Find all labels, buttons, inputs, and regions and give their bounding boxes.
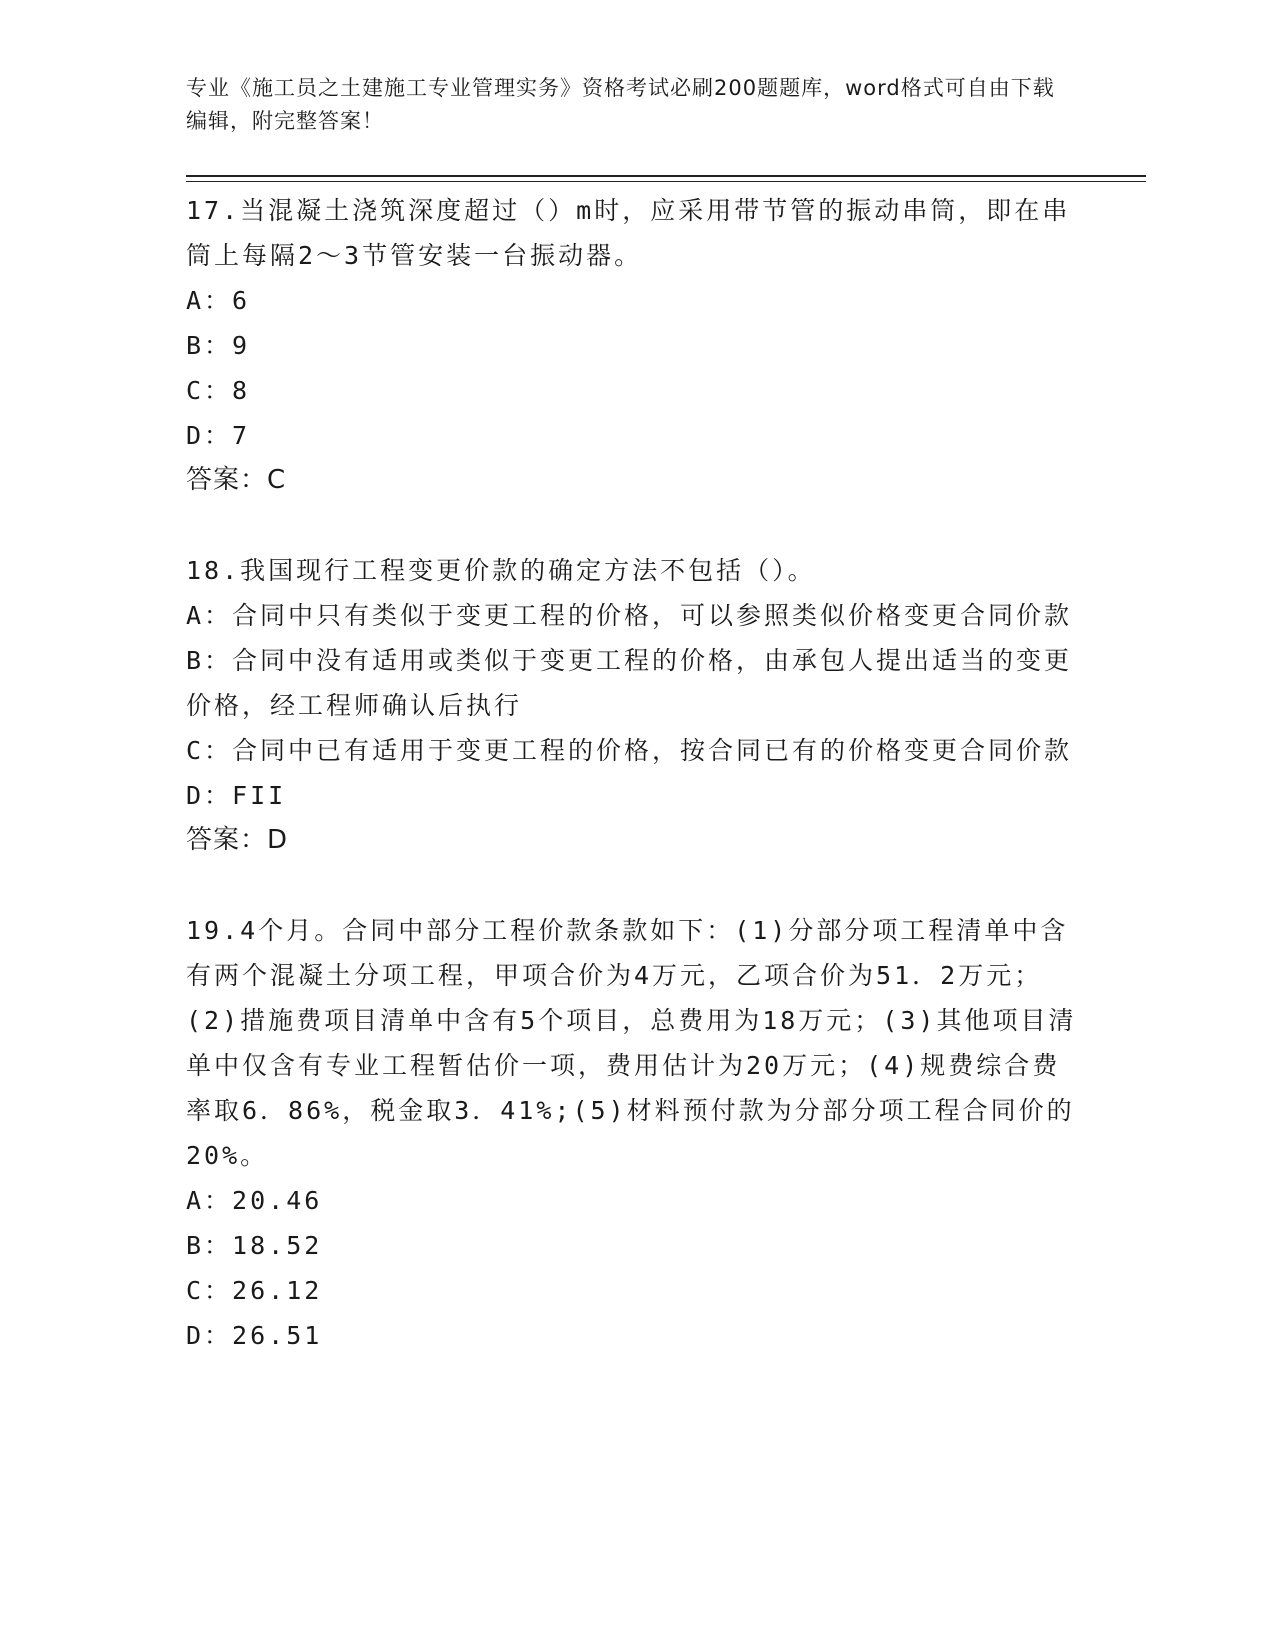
- option-a: A：20.46: [186, 1186, 323, 1215]
- question-list: [186, 188, 1086, 1358]
- answer: 答案：C: [186, 465, 287, 495]
- option-c: C：合同中已有适用于变更工程的价格，按合同已有的价格变更合同价款: [186, 736, 1073, 765]
- option-c: C：26.12: [186, 1276, 323, 1305]
- question-19: [186, 908, 1086, 1358]
- option-b: B：18.52: [186, 1231, 323, 1260]
- question-text: 18.我国现行工程变更价款的确定方法不包括（）。: [186, 556, 816, 585]
- answer: 答案：D: [186, 825, 289, 855]
- option-c: C：8: [186, 376, 251, 405]
- option-d: D：FII: [186, 781, 287, 810]
- question-text: 17.当混凝土浇筑深度超过（）m时，应采用带节管的振动串筒，即在串筒上每隔2～3节管安装一台振动器。: [186, 196, 1071, 270]
- question-17: [186, 188, 1086, 503]
- option-d: D：26.51: [186, 1321, 323, 1350]
- option-b: B：9: [186, 331, 251, 360]
- option-d: D：7: [186, 421, 251, 450]
- option-a: A：6: [186, 286, 251, 315]
- spacer: [186, 503, 1086, 548]
- option-a: A：合同中只有类似于变更工程的价格，可以参照类似价格变更合同价款: [186, 601, 1073, 630]
- header-rule-thin: [186, 181, 1146, 182]
- question-18: [186, 548, 1086, 863]
- document-header: 专业《施工员之土建施工专业管理实务》资格考试必刷200题题库，word格式可自由下载编辑，附完整答案！: [186, 76, 1055, 133]
- question-text: 19.4个月。合同中部分工程价款条款如下：(1)分部分项工程清单中含有两个混凝土分项工程，甲项合价为4万元，乙项合价为51．2万元；(2)措施费项目清单中含有5个项目，总费用为18万元；(3)其他项目清单中仅含有专业工程暂估价一项，费用估计为20万元；(4)规费综合费率取6．86%，税金取3．41%;(5)材料预付款为分部分项工程合同价的20%。: [186, 916, 1077, 1170]
- header-rule-thick: [186, 175, 1146, 177]
- option-b: B：合同中没有适用或类似于变更工程的价格，由承包人提出适当的变更价格，经工程师确认后执行: [186, 646, 1073, 720]
- spacer: [186, 863, 1086, 908]
